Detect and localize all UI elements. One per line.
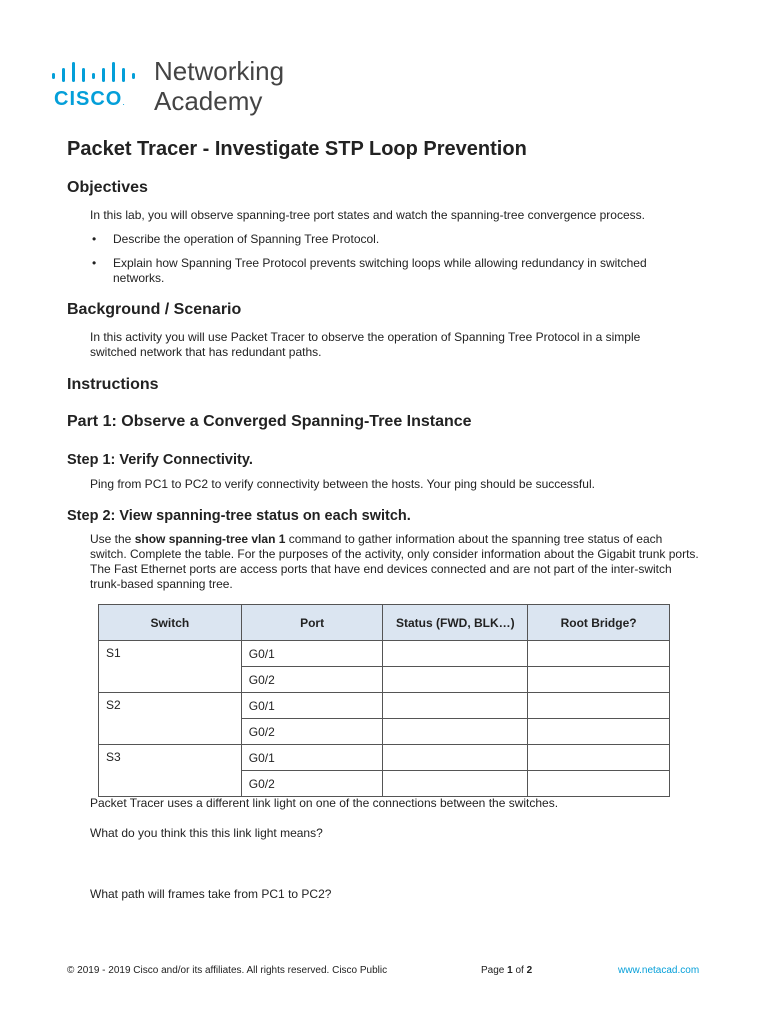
step2-heading: Step 2: View spanning-tree status on each switch. bbox=[67, 508, 411, 524]
question-link-light: What do you think this this link light means? bbox=[90, 826, 323, 840]
background-text: In this activity you will use Packet Tracer to observe the operation of Spanning Tree Protocol in a simple switched network that has redundant paths. bbox=[90, 330, 641, 359]
question-frame-path: What path will frames take from PC1 to PC2? bbox=[90, 887, 332, 901]
table-row bbox=[99, 745, 670, 771]
column-header-port: Port bbox=[241, 605, 383, 641]
table-row bbox=[99, 641, 670, 667]
stp-status-table bbox=[98, 604, 670, 797]
footer-netacad-link[interactable]: www.netacad.com bbox=[618, 965, 700, 976]
part1-heading: Part 1: Observe a Converged Spanning-Tree Instance bbox=[67, 413, 472, 430]
cisco-logo-bars-icon bbox=[52, 60, 142, 82]
root-bridge-answer-cell[interactable] bbox=[528, 667, 670, 693]
objective-bullet: Describe the operation of Spanning Tree Protocol. bbox=[113, 232, 380, 246]
step1-text: Ping from PC1 to PC2 to verify connectivity between the hosts. Your ping should be successful. bbox=[90, 477, 595, 491]
page-title: Packet Tracer - Investigate STP Loop Prevention bbox=[67, 138, 527, 160]
port-cell: G0/1 bbox=[241, 693, 383, 719]
background-heading: Background / Scenario bbox=[67, 301, 242, 318]
cisco-wordmark: CISCO. bbox=[54, 88, 126, 110]
port-cell: G0/2 bbox=[241, 771, 383, 797]
objectives-intro: In this lab, you will observe spanning-tree port states and watch the spanning-tree convergence process. bbox=[90, 208, 645, 222]
bullet-dot-icon: • bbox=[92, 232, 97, 246]
status-answer-cell[interactable] bbox=[383, 745, 528, 771]
column-header-root-bridge: Root Bridge? bbox=[528, 605, 670, 641]
logo-networking: Networking bbox=[154, 56, 285, 86]
port-cell: G0/2 bbox=[241, 719, 383, 745]
footer-copyright: © 2019 - 2019 Cisco and/or its affiliates. All rights reserved. Cisco Public bbox=[67, 965, 388, 976]
root-bridge-answer-cell[interactable] bbox=[528, 745, 670, 771]
status-answer-cell[interactable] bbox=[383, 641, 528, 667]
port-cell: G0/2 bbox=[241, 667, 383, 693]
objectives-heading: Objectives bbox=[67, 179, 148, 196]
objective-bullet: Explain how Spanning Tree Protocol prevents switching loops while allowing redundancy in switched networks. bbox=[113, 256, 647, 285]
root-bridge-answer-cell[interactable] bbox=[528, 693, 670, 719]
status-answer-cell[interactable] bbox=[383, 693, 528, 719]
instructions-heading: Instructions bbox=[67, 376, 159, 393]
table-row bbox=[99, 693, 670, 719]
root-bridge-answer-cell[interactable] bbox=[528, 771, 670, 797]
root-bridge-answer-cell[interactable] bbox=[528, 641, 670, 667]
port-cell: G0/1 bbox=[241, 745, 383, 771]
root-bridge-answer-cell[interactable] bbox=[528, 719, 670, 745]
switch-cell: S2 bbox=[99, 693, 242, 745]
column-header-switch: Switch bbox=[99, 605, 242, 641]
switch-cell: S3 bbox=[99, 745, 242, 797]
port-cell: G0/1 bbox=[241, 641, 383, 667]
status-answer-cell[interactable] bbox=[383, 719, 528, 745]
command-text: show spanning-tree vlan 1 bbox=[134, 532, 286, 546]
footer-page-number: Page 1 of 2 bbox=[481, 965, 533, 976]
column-header-status: Status (FWD, BLK…) bbox=[383, 605, 528, 641]
bullet-dot-icon: • bbox=[92, 256, 97, 270]
link-light-note: Packet Tracer uses a different link light on one of the connections between the switches. bbox=[90, 796, 559, 810]
logo-academy: Academy bbox=[154, 86, 263, 116]
status-answer-cell[interactable] bbox=[383, 771, 528, 797]
status-answer-cell[interactable] bbox=[383, 667, 528, 693]
step1-heading: Step 1: Verify Connectivity. bbox=[67, 452, 253, 468]
step2-text: Use the show spanning-tree vlan 1 command to gather information about the spanning tree status of each switch. Complete the table. For the purposes of the activity, only consider information about the Gigabit trunk ports. The Fast Ethernet ports are access ports that have end devices connected and are not part of the inter-switch trunk-based spanning tree. bbox=[90, 532, 699, 591]
switch-cell: S1 bbox=[99, 641, 242, 693]
